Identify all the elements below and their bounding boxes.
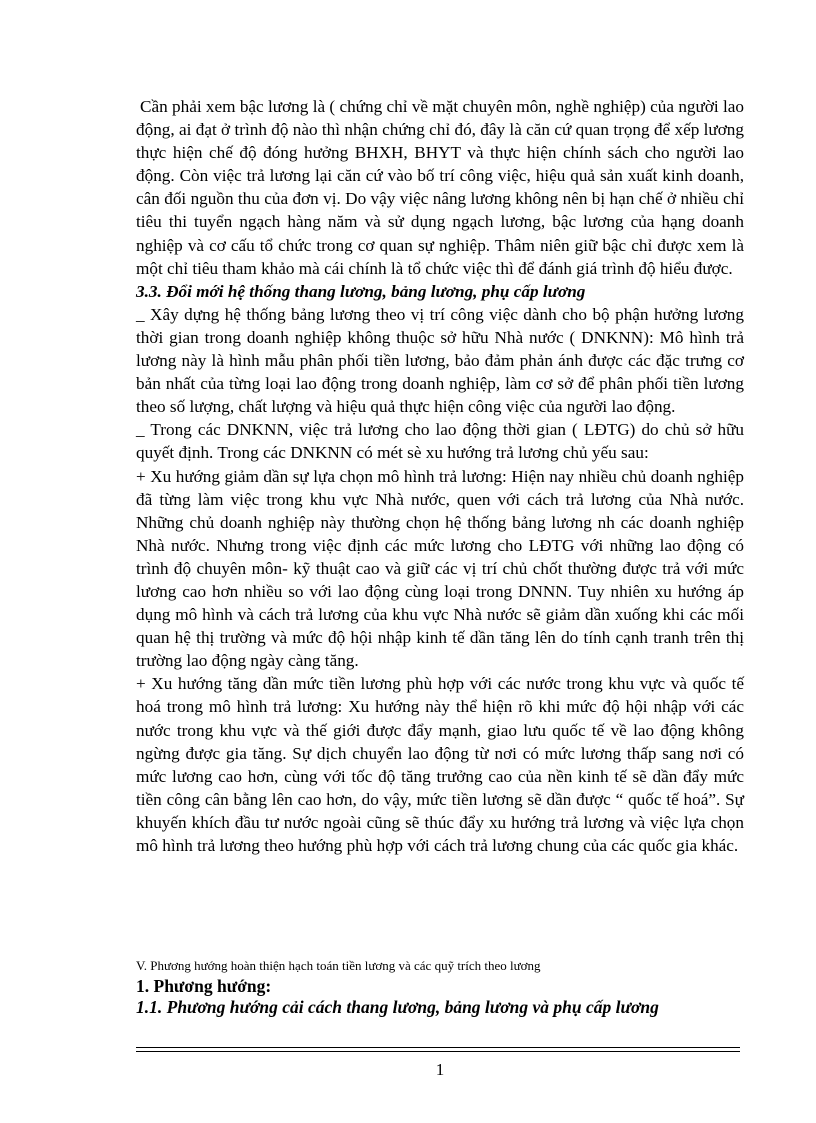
- page-number: 1: [435, 1060, 445, 1079]
- paragraph-trend-increasing: + Xu hướng tăng dần mức tiền lương phù hợp với các nước trong khu vực và quốc tế hoá trong mô hình trả lương: Xu hướng này thể hiện rõ khi mức độ hội nhập với các nước trong khu vực và thế giới được đẩy mạnh, giao lưu quốc tế về lao động không ngừng được gia tăng. Sự dịch chuyển lao động từ nơi có mức lương thấp sang nơi có mức lương cao hơn, cùng với tốc độ tăng trưởng cao của nền kinh tế sẽ dần đẩy mức tiền công cân bằng lên cao hơn, do vậy, mức tiền lương sẽ dần được “ quốc tế hoá”. Sự khuyến khích đầu tư nước ngoài cũng sẽ thúc đẩy xu hướng trả lương và việc lựa chọn mô hình trả lương theo hướng phù hợp với cách trả lương chung của các quốc gia khác.: [136, 674, 744, 855]
- paragraph-trend-decreasing: + Xu hướng giảm dần sự lựa chọn mô hình trả lương: Hiện nay nhiều chủ doanh nghiệp đã từng làm việc trong khu vực Nhà nước, quen với cách trả lương của Nhà nước. Những chủ doanh nghiệp này thường chọn hệ thống bảng lương nh các doanh nghiệp Nhà nước. Nhưng trong việc định các mức lương cho LĐTG với những lao động có trình độ chuyên môn- kỹ thuật cao và giữ các vị trí chủ chốt thường được trả với mức lương cao hơn nhiều so với lao động cùng loại trong DNNN. Tuy nhiên xu hướng áp dụng mô hình và cách trả lương của khu vực Nhà nước sẽ giảm dần xuống khi các mối quan hệ thị trường và mức độ hội nhập kinh tế dần tăng lên do tính cạnh tranh trên thị trường lao động ngày càng tăng.: [136, 466, 744, 671]
- body-text: [136, 95, 744, 857]
- heading-1: 1. Phương hướng:: [136, 976, 272, 996]
- paragraph-salary-grade: Cần phải xem bậc lương là ( chứng chỉ về mặt chuyên môn, nghề nghiệp) của người lao động, ai đạt ở trình độ nào thì nhận chứng chỉ đó, đây là căn cứ quan trọng để xếp lương thực hiện chế độ đóng hưởng BHXH, BHYT và thực hiện chính sách cho người lao động. Còn việc trả lương lại căn cứ vào bố trí công việc, hiệu quả sản xuất kinh doanh, cân đối nguồn thu của đơn vị. Do vậy việc nâng lương không nên bị hạn chế ở nhiều chỉ tiêu thi tuyển ngạch hàng năm và sử dụng ngạch lương, bậc lương của hạng doanh nghiệp và cơ cấu tổ chức trong cơ quan sự nghiệp. Thâm niên giữ bậc chỉ được xem là một chỉ tiêu tham khảo mà cái chính là tổ chức việc thì để đánh giá trình độ hiểu được.: [136, 97, 744, 278]
- paragraph-dnknn-trends: _ Trong các DNKNN, việc trả lương cho lao động thời gian ( LĐTG) do chủ sở hữu quyết định. Trong các DNKNN có mét sè xu hướng trả lương chủ yếu sau:: [136, 420, 744, 463]
- heading-1-1: 1.1. Phương hướng cải cách thang lương, bảng lương và phụ cấp lương: [136, 997, 659, 1017]
- heading-3-3: 3.3. Đổi mới hệ thống thang lương, bảng lương, phụ cấp lương: [136, 281, 586, 301]
- paragraph-position-based-scale: _ Xây dựng hệ thống bảng lương theo vị trí công việc dành cho bộ phận hưởng lương thời gian trong doanh nghiệp không thuộc sở hữu Nhà nước ( DNKNN): Mô hình trả lương này là hình mẫu phân phối tiền lương, bảo đảm phản ánh được các đặc trưng cơ bản nhất của từng loại lao động trong doanh nghiệp, làm cơ sở để phân phối tiền lương theo số lượng, chất lượng và hiệu quả thực hiện công việc của người lao động.: [136, 304, 744, 417]
- section-v-heading: V. Phương hướng hoàn thiện hạch toán tiền lương và các quỹ trích theo lương: [136, 958, 541, 973]
- footer-divider: [136, 1047, 740, 1052]
